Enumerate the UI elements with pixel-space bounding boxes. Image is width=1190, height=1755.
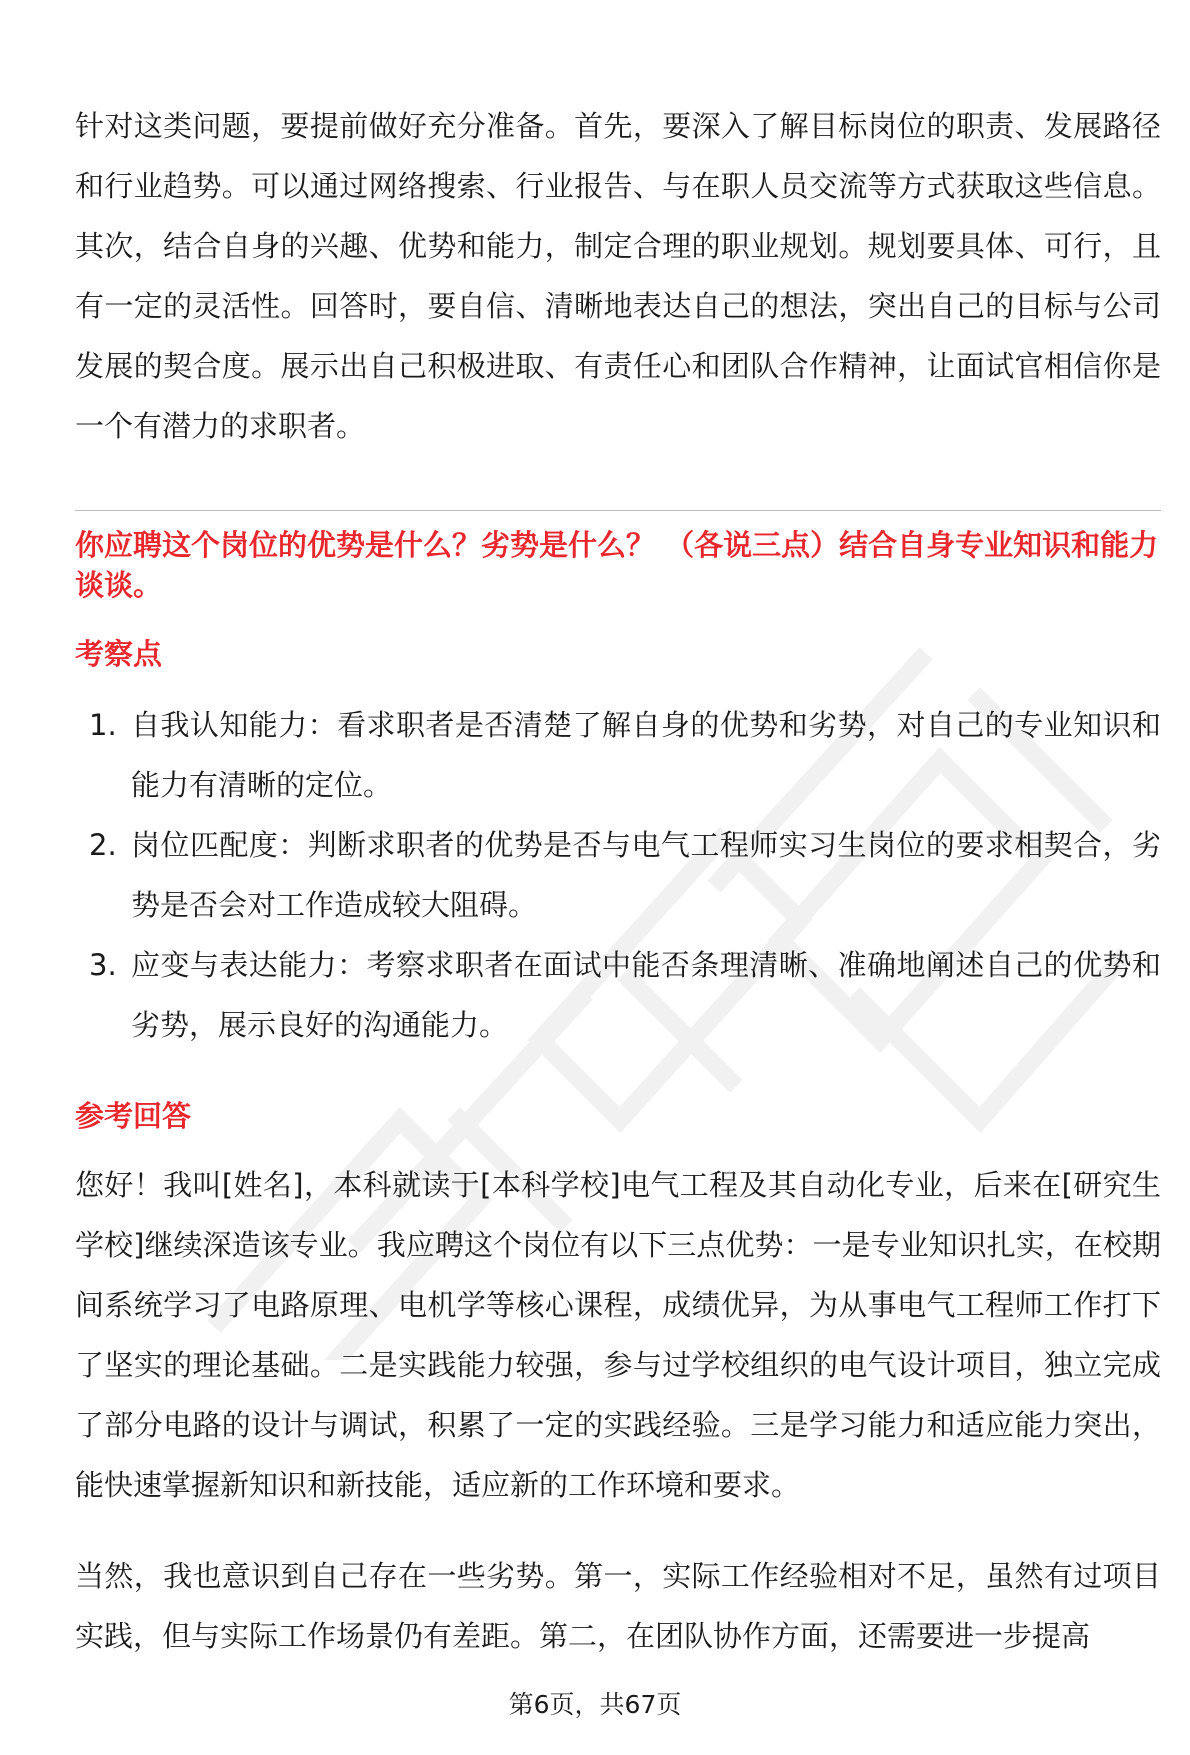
question-heading: 你应聘这个岗位的优势是什么？劣势是什么？ （各说三点）结合自身专业知识和能力谈谈。 <box>75 528 1159 602</box>
intro-paragraph: 针对这类问题，要提前做好充分准备。首先，要深入了解目标岗位的职责、发展路径和行业趋势。可以通过网络搜索、行业报告、与在职人员交流等方式获取这些信息。其次，结合自身的兴趣、优势和能力，制定合理的职业规划。规划要具体、可行，且有一定的灵活性。回答时，要自信、清晰地表达自己的想法，突出自己的目标与公司发展的契合度。展示出自己积极进取、有责任心和团队合作精神，让面试官相信你是一个有潜力的求职者。 <box>75 109 1161 443</box>
list-item-number: 3. <box>89 948 117 982</box>
list-item-number: 1. <box>89 708 117 742</box>
exam-points-title: 考察点 <box>75 637 163 671</box>
list-item <box>75 935 1161 1055</box>
answer-paragraph: 您好！我叫[姓名]，本科就读于[本科学校]电气工程及其自动化专业，后来在[研究生学校]继续深造该专业。我应聘这个岗位有以下三点优势：一是专业知识扎实，在校期间系统学习了电路原理、电机学等核心课程，成绩优异，为从事电气工程师工作打下了坚实的理论基础。二是实践能力较强，参与过学校组织的电气设计项目，独立完成了部分电路的设计与调试，积累了一定的实践经验。三是学习能力和适应能力突出，能快速掌握新知识和新技能，适应新的工作环境和要求。 <box>75 1168 1161 1502</box>
list-item-text: 应变与表达能力：考察求职者在面试中能否条理清晰、准确地阐述自己的优势和劣势，展示良好的沟通能力。 <box>131 948 1161 1042</box>
list-item <box>75 815 1161 935</box>
answer-title: 参考回答 <box>75 1099 192 1133</box>
list-item-text: 自我认知能力：看求职者是否清楚了解自身的优势和劣势，对自己的专业知识和能力有清晰的定位。 <box>131 708 1161 802</box>
list-item-text: 岗位匹配度：判断求职者的优势是否与电气工程师实习生岗位的要求相契合，劣势是否会对工作造成较大阻碍。 <box>131 828 1161 922</box>
list-item <box>75 695 1161 815</box>
answer-paragraph: 当然，我也意识到自己存在一些劣势。第一，实际工作经验相对不足，虽然有过项目实践，但与实际工作场景仍有差距。第二，在团队协作方面，还需要进一步提高 <box>75 1559 1161 1653</box>
list-item-number: 2. <box>89 828 117 862</box>
section-divider <box>75 510 1161 511</box>
exam-points-list <box>75 695 1161 1055</box>
answer-paragraph-1-container <box>75 1155 1161 1515</box>
page-footer: 第6页，共67页 <box>508 1690 682 1719</box>
answer-paragraph-2-container <box>75 1546 1161 1666</box>
